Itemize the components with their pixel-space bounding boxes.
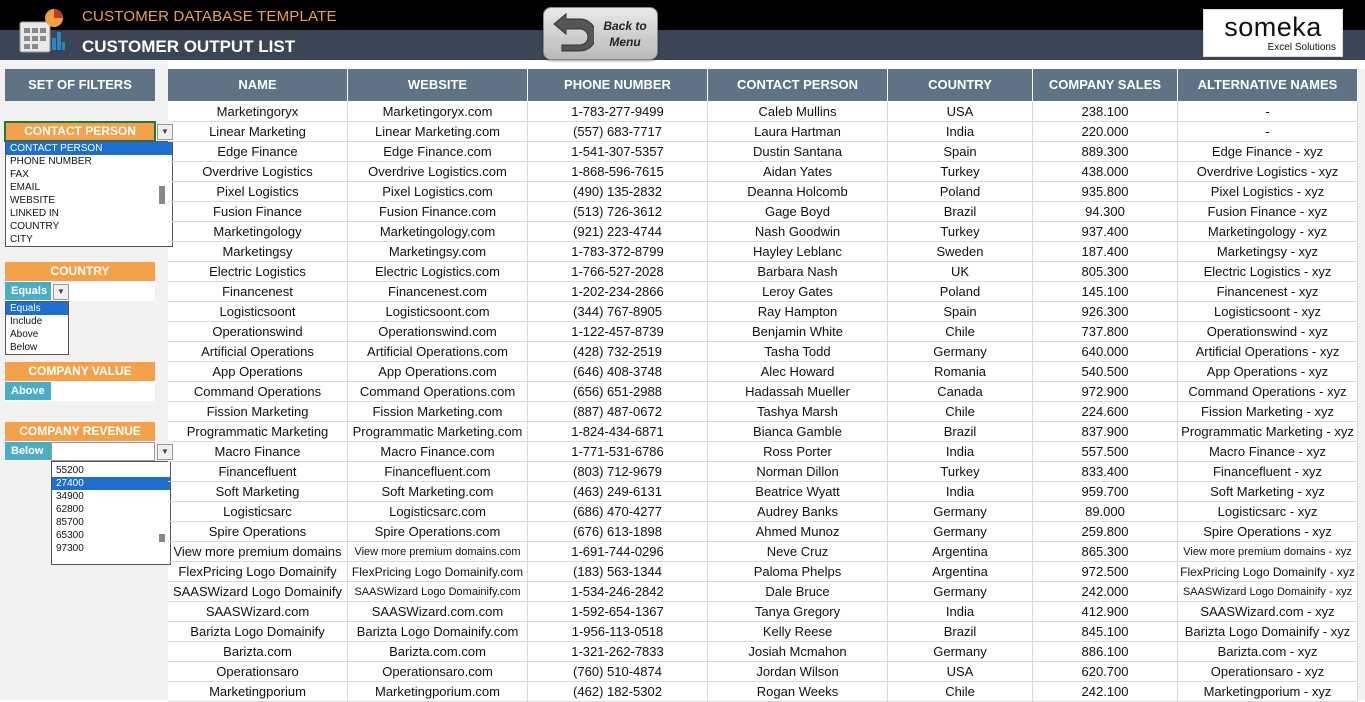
- cell-sales[interactable]: 145.100: [1033, 282, 1178, 302]
- cell-sales[interactable]: 557.500: [1033, 442, 1178, 462]
- contact-person-filter-label[interactable]: CONTACT PERSON: [5, 122, 155, 141]
- cell-website[interactable]: Operationswind.com: [348, 322, 528, 342]
- column-header-contact[interactable]: CONTACT PERSON: [708, 69, 888, 101]
- cell-website[interactable]: Logisticsarc.com: [348, 502, 528, 522]
- cell-phone[interactable]: 1-321-262-7833: [528, 642, 708, 662]
- cell-website[interactable]: Soft Marketing.com: [348, 482, 528, 502]
- listbox-option[interactable]: COUNTRY: [10, 221, 60, 232]
- company-revenue-listbox[interactable]: [51, 461, 171, 565]
- table-row[interactable]: [168, 142, 1358, 162]
- cell-contact[interactable]: Beatrice Wyatt: [708, 482, 888, 502]
- cell-contact[interactable]: Rogan Weeks: [708, 682, 888, 702]
- cell-website[interactable]: Marketingporium.com: [348, 682, 528, 702]
- table-header: [168, 69, 1358, 101]
- template-title: CUSTOMER DATABASE TEMPLATE: [82, 8, 337, 25]
- company-revenue-filter-label: COMPANY REVENUE: [5, 422, 155, 441]
- cell-country[interactable]: Germany: [888, 342, 1033, 362]
- cell-website[interactable]: App Operations.com: [348, 362, 528, 382]
- table-row[interactable]: [168, 342, 1358, 362]
- cell-contact[interactable]: Aidan Yates: [708, 162, 888, 182]
- cell-country[interactable]: Turkey: [888, 222, 1033, 242]
- cell-website[interactable]: SAASWizard Logo Domainify.com: [348, 582, 528, 602]
- listbox-option[interactable]: 62800: [56, 504, 84, 515]
- cell-phone[interactable]: (490) 135-2832: [528, 182, 708, 202]
- country-operator-listbox[interactable]: [5, 301, 69, 355]
- column-header-website[interactable]: WEBSITE: [348, 69, 528, 101]
- cell-phone[interactable]: 1-202-234-2866: [528, 282, 708, 302]
- table-row[interactable]: [168, 562, 1358, 582]
- cell-contact[interactable]: Benjamin White: [708, 322, 888, 342]
- cell-contact[interactable]: Tashya Marsh: [708, 402, 888, 422]
- column-header-country[interactable]: COUNTRY: [888, 69, 1033, 101]
- cell-country[interactable]: Chile: [888, 682, 1033, 702]
- cell-country[interactable]: India: [888, 482, 1033, 502]
- table-row[interactable]: [168, 542, 1358, 562]
- cell-alt-name[interactable]: Financefluent - xyz: [1178, 462, 1358, 482]
- cell-sales[interactable]: 805.300: [1033, 262, 1178, 282]
- cell-website[interactable]: Electric Logistics.com: [348, 262, 528, 282]
- table-row[interactable]: [168, 502, 1358, 522]
- cell-sales[interactable]: 620.700: [1033, 662, 1178, 682]
- cell-sales[interactable]: 972.500: [1033, 562, 1178, 582]
- cell-name[interactable]: Macro Finance: [168, 442, 348, 462]
- cell-contact[interactable]: Ahmed Munoz: [708, 522, 888, 542]
- sheet-right-margin: [1358, 69, 1365, 700]
- table-row[interactable]: [168, 202, 1358, 222]
- cell-alt-name[interactable]: FlexPricing Logo Domainify - xyz: [1178, 562, 1358, 582]
- table-row[interactable]: [168, 602, 1358, 622]
- cell-phone[interactable]: (760) 510-4874: [528, 662, 708, 682]
- cell-alt-name[interactable]: Spire Operations - xyz: [1178, 522, 1358, 542]
- cell-sales[interactable]: 845.100: [1033, 622, 1178, 642]
- cell-country[interactable]: Argentina: [888, 562, 1033, 582]
- cell-website[interactable]: Marketingsy.com: [348, 242, 528, 262]
- cell-contact[interactable]: Bianca Gamble: [708, 422, 888, 442]
- app-header: [0, 0, 1365, 60]
- cell-name[interactable]: Marketingology: [168, 222, 348, 242]
- cell-name[interactable]: Marketingporium: [168, 682, 348, 702]
- cell-sales[interactable]: 737.800: [1033, 322, 1178, 342]
- cell-sales[interactable]: 412.900: [1033, 602, 1178, 622]
- brand-name: someka: [1224, 12, 1322, 42]
- brand-logo: [1203, 9, 1343, 57]
- cell-alt-name[interactable]: Artificial Operations - xyz: [1178, 342, 1358, 362]
- cell-country[interactable]: Germany: [888, 582, 1033, 602]
- listbox-option[interactable]: 27400: [52, 477, 170, 490]
- table-row[interactable]: [168, 682, 1358, 702]
- company-revenue-operator-select[interactable]: Below: [5, 442, 51, 460]
- cell-alt-name[interactable]: Barizta.com - xyz: [1178, 642, 1358, 662]
- cell-contact[interactable]: Ray Hampton: [708, 302, 888, 322]
- cell-phone[interactable]: 1-691-744-0296: [528, 542, 708, 562]
- cell-country[interactable]: Chile: [888, 322, 1033, 342]
- cell-name[interactable]: Command Operations: [168, 382, 348, 402]
- cell-country[interactable]: Poland: [888, 182, 1033, 202]
- country-dropdown-icon[interactable]: ▼: [53, 284, 69, 300]
- table-row[interactable]: [168, 102, 1358, 122]
- table-row[interactable]: [168, 482, 1358, 502]
- cell-website[interactable]: Artificial Operations.com: [348, 342, 528, 362]
- cell-contact[interactable]: Barbara Nash: [708, 262, 888, 282]
- table-row[interactable]: [168, 462, 1358, 482]
- company-value-operator-select[interactable]: Above: [5, 382, 51, 400]
- table-row[interactable]: [168, 362, 1358, 382]
- cell-contact[interactable]: Tasha Todd: [708, 342, 888, 362]
- listbox-scrollbar[interactable]: [159, 186, 165, 204]
- contact-person-dropdown-icon[interactable]: ▼: [157, 124, 173, 140]
- listbox-option[interactable]: CONTACT PERSON: [6, 142, 172, 155]
- cell-website[interactable]: SAASWizard.com.com: [348, 602, 528, 622]
- cell-sales[interactable]: 886.100: [1033, 642, 1178, 662]
- table-row[interactable]: [168, 642, 1358, 662]
- cell-name[interactable]: App Operations: [168, 362, 348, 382]
- cell-website[interactable]: Pixel Logistics.com: [348, 182, 528, 202]
- column-header-phone[interactable]: PHONE NUMBER: [528, 69, 708, 101]
- table-row[interactable]: [168, 622, 1358, 642]
- cell-website[interactable]: Fusion Finance.com: [348, 202, 528, 222]
- company-value-filter-label: COMPANY VALUE: [5, 362, 155, 381]
- cell-alt-name[interactable]: Electric Logistics - xyz: [1178, 262, 1358, 282]
- listbox-option[interactable]: 97300: [56, 543, 84, 554]
- cell-country[interactable]: Germany: [888, 522, 1033, 542]
- cell-contact[interactable]: Leroy Gates: [708, 282, 888, 302]
- cell-name[interactable]: Marketingoryx: [168, 102, 348, 122]
- cell-country[interactable]: Spain: [888, 302, 1033, 322]
- listbox-option[interactable]: 34900: [56, 491, 84, 502]
- listbox-option[interactable]: Below: [10, 342, 38, 353]
- company-revenue-value-input[interactable]: [51, 442, 155, 461]
- cell-alt-name[interactable]: Marketingporium - xyz: [1178, 682, 1358, 702]
- cell-country[interactable]: Germany: [888, 642, 1033, 662]
- cell-country[interactable]: India: [888, 122, 1033, 142]
- cell-sales[interactable]: 540.500: [1033, 362, 1178, 382]
- table-row[interactable]: [168, 262, 1358, 282]
- cell-sales[interactable]: 259.800: [1033, 522, 1178, 542]
- cell-sales[interactable]: 889.300: [1033, 142, 1178, 162]
- table-row[interactable]: [168, 282, 1358, 302]
- cell-alt-name[interactable]: Fusion Finance - xyz: [1178, 202, 1358, 222]
- cell-country[interactable]: Brazil: [888, 622, 1033, 642]
- table-row[interactable]: [168, 422, 1358, 442]
- cell-website[interactable]: Logisticsoont.com: [348, 302, 528, 322]
- cell-country[interactable]: USA: [888, 102, 1033, 122]
- cell-contact[interactable]: Deanna Holcomb: [708, 182, 888, 202]
- cell-phone[interactable]: 1-956-113-0518: [528, 622, 708, 642]
- cell-contact[interactable]: Norman Dillon: [708, 462, 888, 482]
- cell-alt-name[interactable]: Marketingology - xyz: [1178, 222, 1358, 242]
- cell-phone[interactable]: 1-771-531-6786: [528, 442, 708, 462]
- cell-phone[interactable]: (428) 732-2519: [528, 342, 708, 362]
- cell-phone[interactable]: 1-534-246-2842: [528, 582, 708, 602]
- cell-phone[interactable]: (344) 767-8905: [528, 302, 708, 322]
- cell-website[interactable]: Operationsaro.com: [348, 662, 528, 682]
- table-row[interactable]: [168, 322, 1358, 342]
- cell-sales[interactable]: 242.000: [1033, 582, 1178, 602]
- cell-country[interactable]: UK: [888, 262, 1033, 282]
- contact-person-listbox[interactable]: [5, 141, 173, 247]
- cell-country[interactable]: USA: [888, 662, 1033, 682]
- filters-title: SET OF FILTERS: [5, 69, 155, 101]
- cell-phone[interactable]: (921) 223-4744: [528, 222, 708, 242]
- cell-name[interactable]: Financefluent: [168, 462, 348, 482]
- cell-contact[interactable]: Hadassah Mueller: [708, 382, 888, 402]
- cell-phone[interactable]: 1-824-434-6871: [528, 422, 708, 442]
- listbox-option[interactable]: 85700: [56, 517, 84, 528]
- cell-website[interactable]: Macro Finance.com: [348, 442, 528, 462]
- listbox-option[interactable]: FAX: [10, 169, 29, 180]
- cell-alt-name[interactable]: SAASWizard.com - xyz: [1178, 602, 1358, 622]
- cell-alt-name[interactable]: -: [1178, 122, 1358, 142]
- cell-sales[interactable]: 220.000: [1033, 122, 1178, 142]
- cell-country[interactable]: Sweden: [888, 242, 1033, 262]
- cell-name[interactable]: Linear Marketing: [168, 122, 348, 142]
- listbox-option[interactable]: Include: [10, 316, 43, 327]
- back-to-menu-label: Back to Menu: [603, 19, 647, 49]
- cell-name[interactable]: SAASWizard.com: [168, 602, 348, 622]
- database-logo-icon: [18, 8, 66, 56]
- cell-name[interactable]: Barizta.com: [168, 642, 348, 662]
- cell-alt-name[interactable]: Command Operations - xyz: [1178, 382, 1358, 402]
- cell-website[interactable]: Fission Marketing.com: [348, 402, 528, 422]
- cell-website[interactable]: Financenest.com: [348, 282, 528, 302]
- brand-subtitle: Excel Solutions: [1267, 42, 1336, 53]
- cell-contact[interactable]: Dustin Santana: [708, 142, 888, 162]
- cell-alt-name[interactable]: Operationswind - xyz: [1178, 322, 1358, 342]
- table-row[interactable]: [168, 402, 1358, 422]
- cell-name[interactable]: Operationsaro: [168, 662, 348, 682]
- cell-sales[interactable]: 926.300: [1033, 302, 1178, 322]
- cell-sales[interactable]: 959.700: [1033, 482, 1178, 502]
- cell-name[interactable]: SAASWizard Logo Domainify: [168, 582, 348, 602]
- cell-phone[interactable]: (646) 408-3748: [528, 362, 708, 382]
- company-revenue-dropdown-icon[interactable]: ▼: [157, 444, 173, 460]
- cell-country[interactable]: Canada: [888, 382, 1033, 402]
- cell-country[interactable]: Romania: [888, 362, 1033, 382]
- cell-website[interactable]: FlexPricing Logo Domainify.com: [348, 562, 528, 582]
- cell-alt-name[interactable]: Edge Finance - xyz: [1178, 142, 1358, 162]
- cell-name[interactable]: Pixel Logistics: [168, 182, 348, 202]
- cell-name[interactable]: Operationswind: [168, 322, 348, 342]
- cell-country[interactable]: Germany: [888, 502, 1033, 522]
- cell-country[interactable]: Turkey: [888, 162, 1033, 182]
- cell-contact[interactable]: Jordan Wilson: [708, 662, 888, 682]
- cell-name[interactable]: Barizta Logo Domainify: [168, 622, 348, 642]
- column-header-sales[interactable]: COMPANY SALES: [1033, 69, 1178, 101]
- cell-website[interactable]: Barizta Logo Domainify.com: [348, 622, 528, 642]
- cell-name[interactable]: Financenest: [168, 282, 348, 302]
- cell-contact[interactable]: Josiah Mcmahon: [708, 642, 888, 662]
- cell-alt-name[interactable]: App Operations - xyz: [1178, 362, 1358, 382]
- cell-alt-name[interactable]: Macro Finance - xyz: [1178, 442, 1358, 462]
- cell-website[interactable]: Spire Operations.com: [348, 522, 528, 542]
- cell-country[interactable]: Spain: [888, 142, 1033, 162]
- listbox-option[interactable]: WEBSITE: [10, 195, 56, 206]
- country-operator-select[interactable]: Equals: [5, 282, 51, 300]
- cell-name[interactable]: FlexPricing Logo Domainify: [168, 562, 348, 582]
- cell-alt-name[interactable]: Financenest - xyz: [1178, 282, 1358, 302]
- cell-name[interactable]: Marketingsy: [168, 242, 348, 262]
- cell-website[interactable]: Barizta.com.com: [348, 642, 528, 662]
- cell-name[interactable]: Electric Logistics: [168, 262, 348, 282]
- cell-country[interactable]: India: [888, 442, 1033, 462]
- table-row[interactable]: [168, 122, 1358, 142]
- cell-country[interactable]: Turkey: [888, 462, 1033, 482]
- listbox-option[interactable]: Equals: [6, 302, 68, 315]
- listbox-option[interactable]: Above: [10, 329, 39, 340]
- cell-alt-name[interactable]: Overdrive Logistics - xyz: [1178, 162, 1358, 182]
- cell-contact[interactable]: Paloma Phelps: [708, 562, 888, 582]
- cell-contact[interactable]: Ross Porter: [708, 442, 888, 462]
- cell-contact[interactable]: Alec Howard: [708, 362, 888, 382]
- table-row[interactable]: [168, 222, 1358, 242]
- table-body: [168, 102, 1358, 702]
- cell-contact[interactable]: Nash Goodwin: [708, 222, 888, 242]
- cell-country[interactable]: Brazil: [888, 202, 1033, 222]
- cell-alt-name[interactable]: View more premium domains - xyz: [1178, 542, 1358, 562]
- listbox-option[interactable]: LINKED IN: [10, 208, 59, 219]
- cell-phone[interactable]: (803) 712-9679: [528, 462, 708, 482]
- cell-name[interactable]: Logisticsoont: [168, 302, 348, 322]
- cell-sales[interactable]: 833.400: [1033, 462, 1178, 482]
- cell-alt-name[interactable]: SAASWizard Logo Domainify - xyz: [1178, 582, 1358, 602]
- cell-country[interactable]: Chile: [888, 402, 1033, 422]
- cell-contact[interactable]: Dale Bruce: [708, 582, 888, 602]
- listbox-option[interactable]: CITY: [10, 234, 33, 245]
- cell-phone[interactable]: (462) 182-5302: [528, 682, 708, 702]
- cell-website[interactable]: Programmatic Marketing.com: [348, 422, 528, 442]
- cell-contact[interactable]: Audrey Banks: [708, 502, 888, 522]
- cell-name[interactable]: Edge Finance: [168, 142, 348, 162]
- cell-name[interactable]: Spire Operations: [168, 522, 348, 542]
- cell-phone[interactable]: 1-783-372-8799: [528, 242, 708, 262]
- table-row[interactable]: [168, 182, 1358, 202]
- country-filter-label: COUNTRY: [5, 262, 155, 281]
- cell-phone[interactable]: (183) 563-1344: [528, 562, 708, 582]
- cell-sales[interactable]: 935.800: [1033, 182, 1178, 202]
- cell-phone[interactable]: 1-766-527-2028: [528, 262, 708, 282]
- listbox-scrollbar[interactable]: [159, 534, 165, 542]
- table-row[interactable]: [168, 382, 1358, 402]
- cell-name[interactable]: Logisticsarc: [168, 502, 348, 522]
- cell-phone[interactable]: (557) 683-7717: [528, 122, 708, 142]
- cell-country[interactable]: India: [888, 602, 1033, 622]
- cell-alt-name[interactable]: Pixel Logistics - xyz: [1178, 182, 1358, 202]
- cell-name[interactable]: View more premium domains: [168, 542, 348, 562]
- cell-sales[interactable]: 937.400: [1033, 222, 1178, 242]
- page-title: CUSTOMER OUTPUT LIST: [82, 37, 296, 56]
- cell-contact[interactable]: Tanya Gregory: [708, 602, 888, 622]
- cell-contact[interactable]: Kelly Reese: [708, 622, 888, 642]
- cell-phone[interactable]: 1-783-277-9499: [528, 102, 708, 122]
- cell-phone[interactable]: (513) 726-3612: [528, 202, 708, 222]
- column-header-alt-names[interactable]: ALTERNATIVE NAMES: [1178, 69, 1358, 101]
- cell-alt-name[interactable]: Programmatic Marketing - xyz: [1178, 422, 1358, 442]
- cell-phone[interactable]: (686) 470-4277: [528, 502, 708, 522]
- cell-phone[interactable]: 1-541-307-5357: [528, 142, 708, 162]
- cell-alt-name[interactable]: Operationsaro - xyz: [1178, 662, 1358, 682]
- cell-sales[interactable]: 438.000: [1033, 162, 1178, 182]
- cell-phone[interactable]: 1-592-654-1367: [528, 602, 708, 622]
- table-row[interactable]: [168, 242, 1358, 262]
- table-row[interactable]: [168, 302, 1358, 322]
- cell-sales[interactable]: 242.100: [1033, 682, 1178, 702]
- table-row[interactable]: [168, 442, 1358, 462]
- table-row[interactable]: [168, 582, 1358, 602]
- cell-alt-name[interactable]: Marketingsy - xyz: [1178, 242, 1358, 262]
- table-row[interactable]: [168, 662, 1358, 682]
- cell-sales[interactable]: 187.400: [1033, 242, 1178, 262]
- listbox-option[interactable]: EMAIL: [10, 182, 41, 193]
- cell-phone[interactable]: (463) 249-6131: [528, 482, 708, 502]
- cell-name[interactable]: Fusion Finance: [168, 202, 348, 222]
- cell-contact[interactable]: Neve Cruz: [708, 542, 888, 562]
- cell-phone[interactable]: 1-122-457-8739: [528, 322, 708, 342]
- cell-name[interactable]: Soft Marketing: [168, 482, 348, 502]
- cell-sales[interactable]: 640.000: [1033, 342, 1178, 362]
- cell-sales[interactable]: 238.100: [1033, 102, 1178, 122]
- cell-website[interactable]: View more premium domains.com: [348, 542, 528, 562]
- cell-contact[interactable]: Hayley Leblanc: [708, 242, 888, 262]
- cell-contact[interactable]: Laura Hartman: [708, 122, 888, 142]
- listbox-option[interactable]: PHONE NUMBER: [10, 156, 92, 167]
- cell-alt-name[interactable]: -: [1178, 102, 1358, 122]
- cell-alt-name[interactable]: Logisticsoont - xyz: [1178, 302, 1358, 322]
- cell-website[interactable]: Command Operations.com: [348, 382, 528, 402]
- cell-website[interactable]: Marketingoryx.com: [348, 102, 528, 122]
- cell-website[interactable]: Marketingology.com: [348, 222, 528, 242]
- cell-sales[interactable]: 224.600: [1033, 402, 1178, 422]
- table-row[interactable]: [168, 162, 1358, 182]
- back-to-menu-button[interactable]: [543, 7, 658, 60]
- cell-sales[interactable]: 94.300: [1033, 202, 1178, 222]
- cell-website[interactable]: Edge Finance.com: [348, 142, 528, 162]
- listbox-option[interactable]: 65300: [56, 530, 84, 541]
- cell-alt-name[interactable]: Fission Marketing - xyz: [1178, 402, 1358, 422]
- back-arrow-icon: [550, 13, 594, 53]
- cell-alt-name[interactable]: Soft Marketing - xyz: [1178, 482, 1358, 502]
- cell-country[interactable]: Brazil: [888, 422, 1033, 442]
- cell-website[interactable]: Overdrive Logistics.com: [348, 162, 528, 182]
- cell-alt-name[interactable]: Logisticsarc - xyz: [1178, 502, 1358, 522]
- cell-country[interactable]: Argentina: [888, 542, 1033, 562]
- cell-sales[interactable]: 837.900: [1033, 422, 1178, 442]
- cell-phone[interactable]: (887) 487-0672: [528, 402, 708, 422]
- table-row[interactable]: [168, 522, 1358, 542]
- cell-sales[interactable]: 89.000: [1033, 502, 1178, 522]
- cell-name[interactable]: Programmatic Marketing: [168, 422, 348, 442]
- cell-website[interactable]: Linear Marketing.com: [348, 122, 528, 142]
- cell-country[interactable]: Poland: [888, 282, 1033, 302]
- cell-alt-name[interactable]: Barizta Logo Domainify - xyz: [1178, 622, 1358, 642]
- cell-name[interactable]: Artificial Operations: [168, 342, 348, 362]
- column-header-name[interactable]: NAME: [168, 69, 348, 101]
- cell-sales[interactable]: 972.900: [1033, 382, 1178, 402]
- cell-contact[interactable]: Caleb Mullins: [708, 102, 888, 122]
- cell-phone[interactable]: 1-868-596-7615: [528, 162, 708, 182]
- cell-name[interactable]: Overdrive Logistics: [168, 162, 348, 182]
- listbox-option[interactable]: 55200: [56, 465, 84, 476]
- cell-website[interactable]: Financefluent.com: [348, 462, 528, 482]
- cell-sales[interactable]: 865.300: [1033, 542, 1178, 562]
- cell-contact[interactable]: Gage Boyd: [708, 202, 888, 222]
- cell-phone[interactable]: (656) 651-2988: [528, 382, 708, 402]
- cell-phone[interactable]: (676) 613-1898: [528, 522, 708, 542]
- cell-name[interactable]: Fission Marketing: [168, 402, 348, 422]
